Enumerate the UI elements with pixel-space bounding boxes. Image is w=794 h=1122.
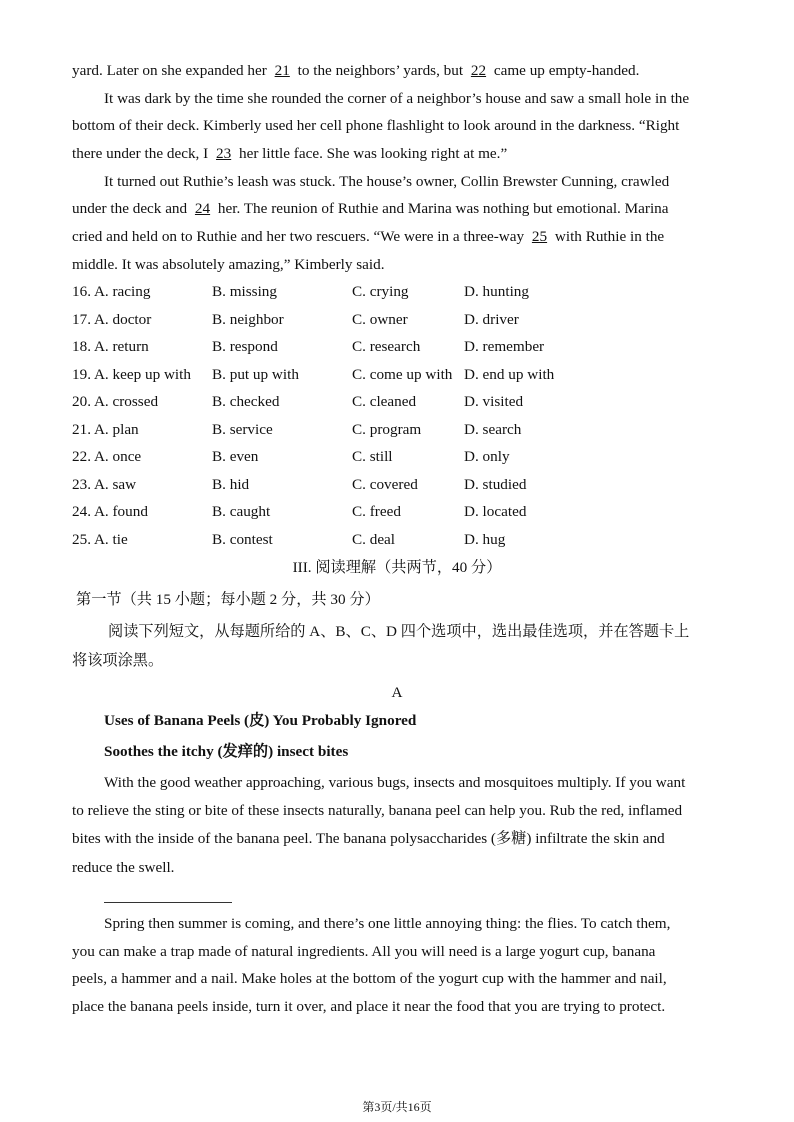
passage-line-7: cried and held on to Ruthie and her two rescuers. “We were in a three-way 25 with Ruthie in the (72, 228, 665, 245)
part-heading: 第一节（共 15 小题；每小题 2 分，共 30 分） (76, 591, 380, 608)
article-p2-line-2: you can make a trap made of natural ingredients. All you will need is a large yogurt cup, banana (72, 943, 656, 960)
heading-blank-line (104, 902, 232, 903)
article-p2-line-3: peels, a hammer and a nail. Make holes at the bottom of the yogurt cup with the hammer and nail, (72, 970, 667, 987)
article-p2-line-1: Spring then summer is coming, and there’s one little annoying thing: the flies. To catch them, (104, 915, 671, 932)
article-p1-line-1: With the good weather approaching, various bugs, insects and mosquitoes multiply. If you want (104, 774, 686, 791)
option-d: D. hunting (464, 283, 529, 300)
option-a: 23. A. saw (72, 476, 137, 493)
option-d: D. studied (464, 476, 527, 493)
article-p1-line-2: to relieve the sting or bite of these insects naturally, banana peel can help you. Rub the red, inflamed (72, 802, 683, 819)
option-b: B. contest (212, 531, 273, 548)
blank-24: 24 (194, 200, 211, 217)
blank-25: 25 (531, 228, 548, 245)
option-c: C. still (352, 448, 393, 465)
option-c: C. program (352, 421, 422, 438)
option-c: C. crying (352, 283, 409, 300)
passage-line-6: under the deck and 24 her. The reunion of Ruthie and Marina was nothing but emotional. Marina (72, 200, 669, 217)
article-p1-line-3: bites with the inside of the banana peel. The banana polysaccharides (多糖) infiltrate the skin and (72, 830, 665, 847)
option-a: 21. A. plan (72, 421, 139, 438)
passage-line-3: bottom of their deck. Kimberly used her cell phone flashlight to look around in the darkness. “Right (72, 117, 680, 134)
option-b: B. service (212, 421, 273, 438)
option-d: D. driver (464, 311, 519, 328)
option-c: C. deal (352, 531, 396, 548)
option-c: C. cleaned (352, 393, 417, 410)
option-b: B. caught (212, 503, 271, 520)
passage-line-5: It turned out Ruthie’s leash was stuck. The house’s owner, Collin Brewster Cunning, crawled (104, 173, 670, 190)
option-c: C. covered (352, 476, 418, 493)
option-a: 19. A. keep up with (72, 366, 191, 383)
blank-21: 21 (274, 62, 290, 79)
blank-23: 23 (216, 145, 232, 162)
option-b: B. even (212, 448, 259, 465)
instructions-line-1: 阅读下列短文，从每题所给的 A、B、C、D 四个选项中，选出最佳选项，并在答题卡上 (108, 623, 690, 640)
passage-line-2: It was dark by the time she rounded the corner of a neighbor’s house and saw a small hole in the (104, 90, 690, 107)
option-a: 25. A. tie (72, 531, 128, 548)
option-b: B. put up with (212, 366, 299, 383)
instructions-line-2: 将该项涂黑。 (72, 652, 164, 669)
option-b: B. respond (212, 338, 278, 355)
option-a: 17. A. doctor (72, 311, 152, 328)
article-p2-line-4: place the banana peels inside, turn it over, and place it near the food that you are trying to protect. (72, 998, 666, 1015)
option-d: D. visited (464, 393, 524, 410)
option-b: B. missing (212, 283, 277, 300)
option-d: D. search (464, 421, 522, 438)
option-b: B. neighbor (212, 311, 284, 328)
option-a: 24. A. found (72, 503, 148, 520)
option-b: B. hid (212, 476, 250, 493)
option-d: D. remember (464, 338, 545, 355)
option-a: 20. A. crossed (72, 393, 159, 410)
passage-letter: A (391, 684, 403, 701)
option-b: B. checked (212, 393, 280, 410)
section-title: III. 阅读理解（共两节，40 分） (292, 559, 502, 576)
option-a: 18. A. return (72, 338, 149, 355)
option-d: D. end up with (464, 366, 555, 383)
passage-line-4: there under the deck, I 23 her little face. She was looking right at me.” (72, 145, 508, 162)
option-c: C. owner (352, 311, 408, 328)
option-a: 22. A. once (72, 448, 142, 465)
article-subheading: Soothes the itchy (发痒的) insect bites (104, 743, 349, 760)
passage-line-1: yard. Later on she expanded her 21 to the neighbors’ yards, but 22 came up empty-handed. (72, 62, 640, 79)
option-d: D. located (464, 503, 527, 520)
option-d: D. hug (464, 531, 506, 548)
passage-line-8: middle. It was absolutely amazing,” Kimberly said. (72, 256, 385, 273)
option-d: D. only (464, 448, 510, 465)
article-p1-line-4: reduce the swell. (72, 859, 175, 876)
page-number: 第3页/共16页 (362, 1100, 432, 1114)
option-c: C. come up with (352, 366, 453, 383)
blank-22: 22 (470, 62, 487, 79)
option-c: C. research (352, 338, 421, 355)
article-title: Uses of Banana Peels (皮) You Probably Ignored (104, 712, 417, 729)
option-c: C. freed (352, 503, 401, 520)
option-a: 16. A. racing (72, 283, 151, 300)
